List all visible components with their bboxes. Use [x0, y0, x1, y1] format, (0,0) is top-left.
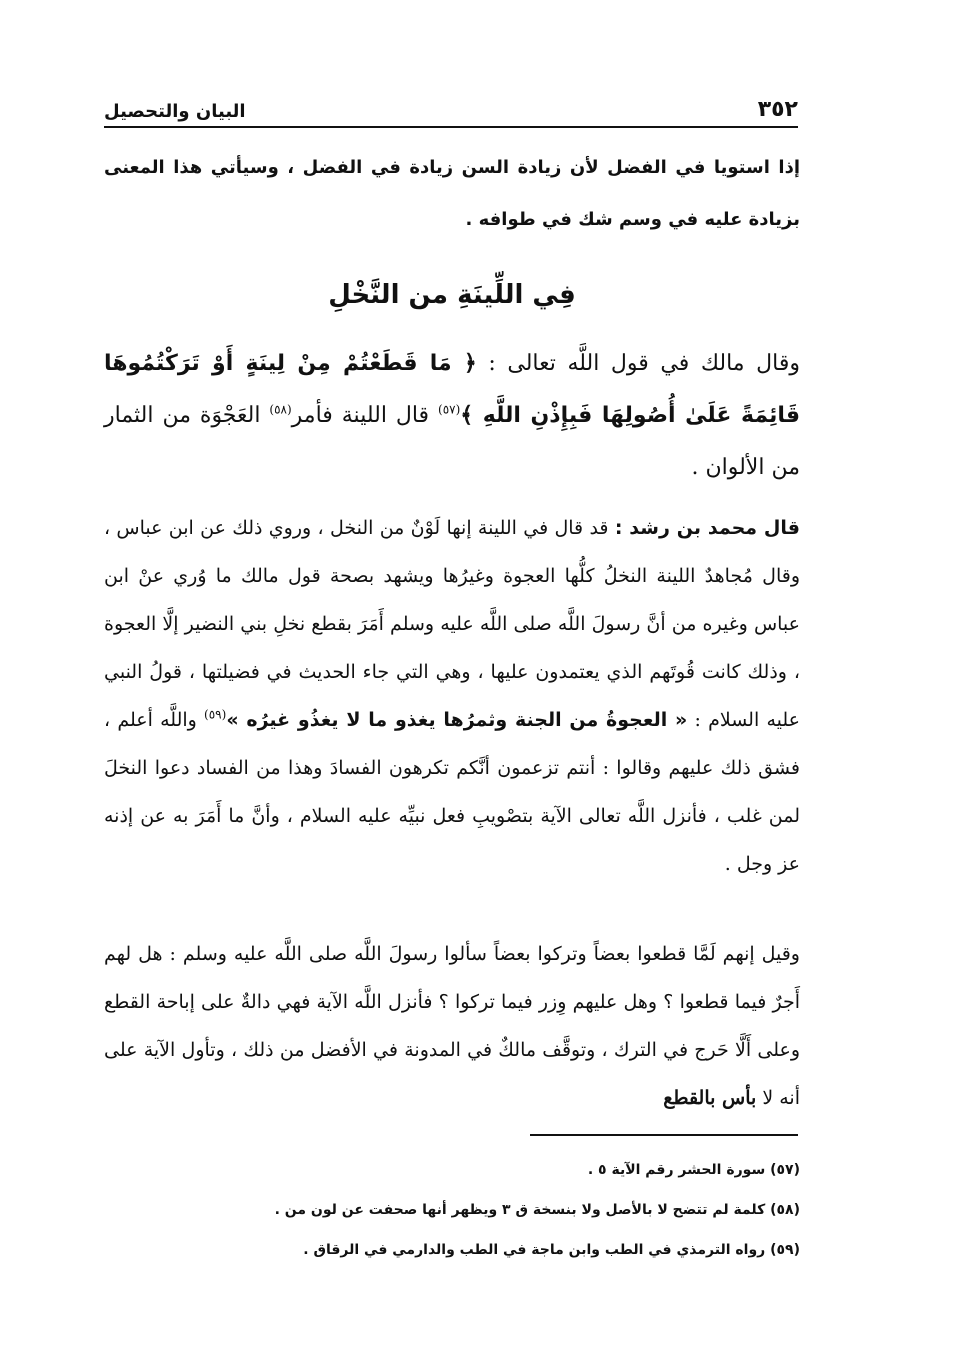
- narrator-name: قال محمد بن رشد :: [614, 517, 800, 539]
- paragraph-4-text: وقيل إنهم لَمَّا قطعوا بعضاً وتركوا بعضاً سألوا رسولَ اللَّه صلى اللَّه عليه وسلم : هل لهم أَجرٌ فيما قطعوا ؟ وهل عليهم وِزر فيما تركوا ؟ فأنزل اللَّه الآية فهي دالةٌ على إباحة القطع وعلى أَلَّا حَرج في الترك ، وتوقَّف مالكٌ في المدونة في الأفضل من ذلك ، وتأول الآية على أنه لا: [104, 943, 801, 1109]
- footnote-ref-58: (٥٨): [269, 402, 292, 417]
- paragraph-4-last: بأس بالقطع: [663, 1087, 757, 1109]
- paragraph-3-text-b: واللَّه أعلم ، فشق ذلك عليهم وقالوا : أنتم تزعمون أنَّكم تكرهون الفسادَ وهذا من الفساد دعوا النخلَ لمن غلب ، فأنزل اللَّه تعالى الآية بتصْويبِ فعل نبيِّه عليه السلام ، وأنَّ ما أَمَرَ به عن إذنه عز وجل .: [104, 709, 800, 875]
- footnote-59: (٥٩) رواه الترمذي في الطب وابن ماجة في الطب والدارمي في الرقاق .: [303, 1242, 800, 1258]
- paragraph-2-middle: قال اللينة فأمر: [291, 403, 430, 428]
- footnote-ref-59: (٥٩): [204, 707, 227, 722]
- footnote-58: (٥٨) كلمة لم تتضح لا بالأصل ولا بنسخة ق ٣ ويظهر أنها صحفت عن لون من .: [274, 1202, 800, 1218]
- footnote-ref-57: (٥٧): [438, 402, 461, 417]
- paragraph-1: إذا استويا في الفضل لأن زيادة السن زيادة في الفضل ، وسيأتي هذا المعنى بزيادة عليه في وسم شك في طوافه .: [104, 157, 800, 230]
- footnote-57: (٥٧) سورة الحشر رقم الآية ٥ .: [587, 1162, 800, 1178]
- running-title: البيان والتحصيل: [104, 101, 246, 122]
- page-number: ٣٥٢: [757, 97, 798, 122]
- paragraph-2: [104, 338, 800, 494]
- paragraph-2-end: العَجْوَة من الثمار من الألوان .: [104, 403, 800, 480]
- hadith-quote: « العجوةُ من الجنة وثمرُها يغذو ما لا يغذُو غيرُه »: [226, 709, 688, 731]
- section-title: فِي اللِّينَةِ من النَّخْلِ: [328, 280, 576, 310]
- paragraph-3-text-a: قد قال في اللينة إنها لَوْنٌ من النخل ، وروي ذلك عن ابن عباس ، وقال مُجاهدٌ اللينة النخلُ كلُّها العجوة وغيرُها ويشهد بصحة قول مالك ما وُري عنْ ابن عباس وغيره من أنَّ رسولَ اللَّه صلى اللَّه عليه وسلم أَمَرَ بقطع نخلِ بني النضير إلَّا العجوة ، وذلك كانت قُوتَهم الذي يعتمدون عليها ، وهي التي جاء الحديث في فضيلتها ، قولُ النبي عليه السلام :: [104, 517, 800, 731]
- paragraph-3: [104, 504, 800, 888]
- quran-verse: ﴿ مَا قَطَعْتُمْ مِنْ لِينَةٍ أَوْ تَرَكْتُمُوهَا قَائِمَةً عَلَىٰ أُصُولِهَا فَبِإِذْنِ اللَّهِ ﴾: [104, 351, 800, 428]
- paragraph-2-intro: وقال مالك في قول اللَّه تعالى :: [488, 351, 800, 376]
- footnotes: [104, 1150, 800, 1270]
- paragraph-4: [104, 930, 800, 1122]
- footnote-divider: [530, 1134, 798, 1136]
- page-header: [104, 82, 798, 128]
